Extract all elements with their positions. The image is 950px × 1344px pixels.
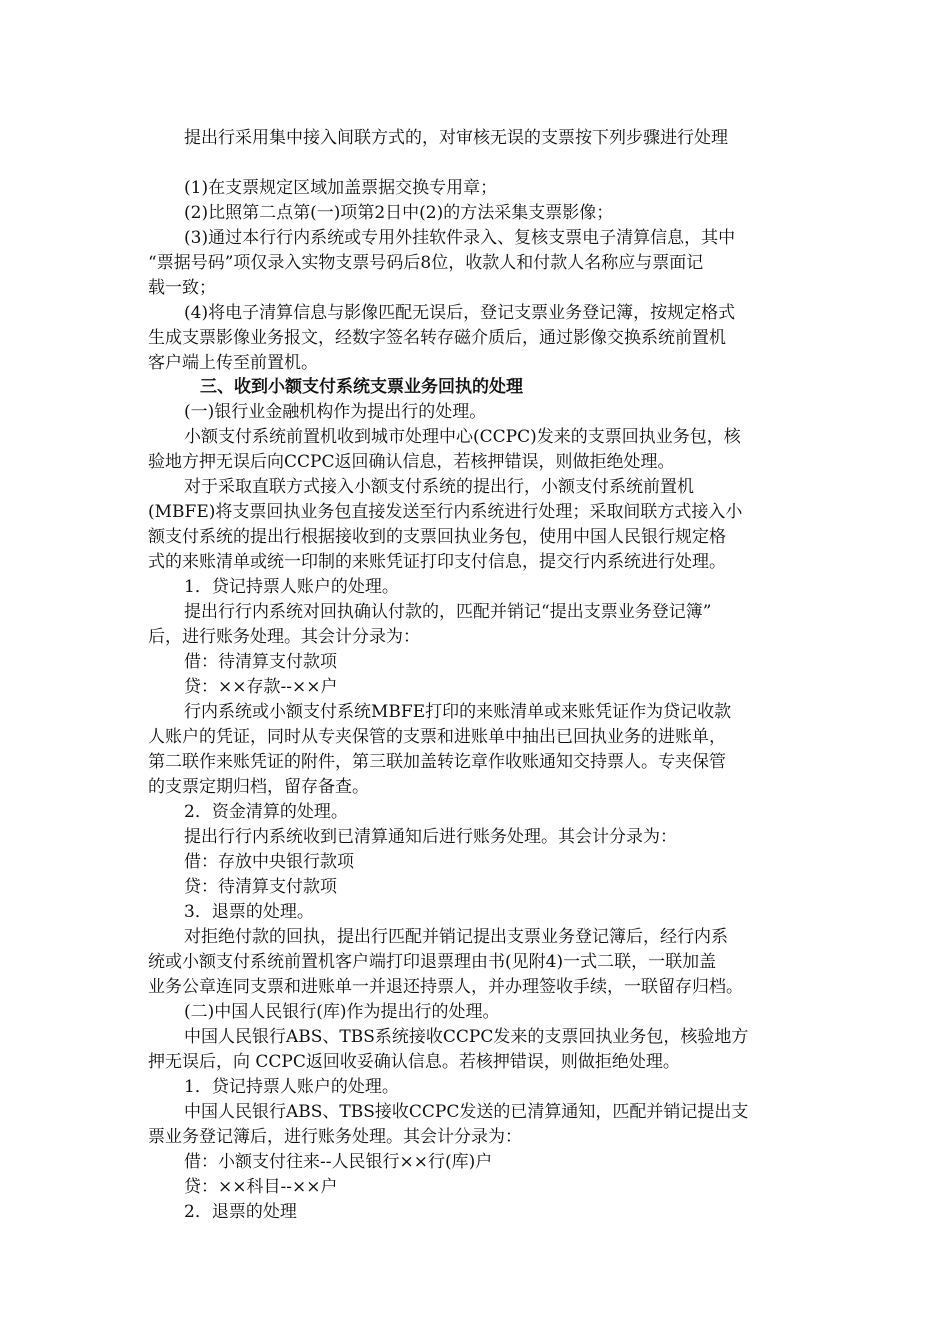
paragraph-line: 贷：××科目--××户 (184, 1177, 338, 1197)
paragraph-line: (3)通过本行行内系统或专用外挂软件录入、复核支票电子清算信息，其中 (184, 228, 736, 248)
paragraph-line: “票据号码”项仅录入实物支票号码后8位，收款人和付款人名称应与票面记 (148, 253, 704, 273)
paragraph-line: 借：存放中央银行款项 (184, 852, 354, 872)
paragraph-line: 提出行采用集中接入间联方式的，对审核无误的支票按下列步骤进行处理 (184, 128, 728, 148)
paragraph-line: 客户端上传至前置机。 (148, 353, 318, 373)
paragraph-line: 载一致； (148, 278, 216, 298)
paragraph-line: 贷：待清算支付款项 (184, 877, 337, 897)
paragraph-line: (MBFE)将支票回执业务包直接发送至行内系统进行处理；采取间联方式接入小 (148, 502, 743, 522)
paragraph-line: 额支付系统的提出行根据接收到的支票回执业务包，使用中国人民银行规定格 (148, 527, 726, 547)
paragraph-line: 借：待清算支付款项 (184, 652, 337, 672)
section-heading: 三、收到小额支付系统支票业务回执的处理 (200, 377, 523, 397)
paragraph-line: 验地方押无误后向CCPC返回确认信息，若核押错误，则做拒绝处理。 (148, 452, 675, 472)
paragraph-line: 提出行行内系统对回执确认付款的，匹配并销记“提出支票业务登记簿” (184, 602, 712, 622)
paragraph-line: 中国人民银行ABS、TBS系统接收CCPC发来的支票回执业务包，核验地方 (184, 1027, 749, 1047)
paragraph-line: 对拒绝付款的回执，提出行匹配并销记提出支票业务登记簿后，经行内系 (184, 927, 728, 947)
paragraph-line: 的支票定期归档，留存备查。 (148, 777, 369, 797)
paragraph-line: 式的来账清单或统一印制的来账凭证打印支付信息，提交行内系统进行处理。 (148, 552, 726, 572)
paragraph-line: 小额支付系统前置机收到城市处理中心(CCPC)发来的支票回执业务包，核 (184, 427, 741, 447)
paragraph-line: 1．贷记持票人账户的处理。 (184, 1077, 399, 1097)
paragraph-line: 中国人民银行ABS、TBS接收CCPC发送的已清算通知，匹配并销记提出支 (184, 1102, 749, 1122)
paragraph-line: 对于采取直联方式接入小额支付系统的提出行，小额支付系统前置机 (184, 477, 694, 497)
paragraph-line: (4)将电子清算信息与影像匹配无误后，登记支票业务登记簿，按规定格式 (184, 303, 736, 323)
paragraph-line: (一)银行业金融机构作为提出行的处理。 (184, 402, 487, 422)
paragraph-line: 业务公章连同支票和进账单一并退还持票人，并办理签收手续，一联留存归档。 (148, 977, 743, 997)
paragraph-line: 2．资金清算的处理。 (184, 802, 348, 822)
paragraph-line: (1)在支票规定区域加盖票据交换专用章； (184, 178, 498, 198)
paragraph-line: 人账户的凭证，同时从专夹保管的支票和进账单中抽出已回执业务的进账单， (148, 727, 726, 747)
paragraph-line: 生成支票影像业务报文，经数字签名转存磁介质后，通过影像交换系统前置机 (148, 328, 726, 348)
paragraph-line: 票业务登记簿后，进行账务处理。其会计分录为： (148, 1127, 522, 1147)
paragraph-line: 行内系统或小额支付系统MBFE打印的来账清单或来账凭证作为贷记收款 (184, 702, 732, 722)
paragraph-line: 贷：××存款--××户 (184, 677, 338, 697)
paragraph-line: (2)比照第二点第(一)项第2日中(2)的方法采集支票影像； (184, 203, 614, 223)
paragraph-line: 3．退票的处理。 (184, 902, 314, 922)
paragraph-line: 2．退票的处理 (184, 1202, 297, 1222)
paragraph-line: 后，进行账务处理。其会计分录为： (148, 627, 420, 647)
paragraph-line: 押无误后，向 CCPC返回收妥确认信息。若核押错误，则做拒绝处理。 (148, 1052, 680, 1072)
paragraph-line: 借：小额支付往来--人民银行××行(库)户 (184, 1152, 493, 1172)
paragraph-line: 1．贷记持票人账户的处理。 (184, 577, 399, 597)
paragraph-line: 提出行行内系统收到已清算通知后进行账务处理。其会计分录为： (184, 827, 677, 847)
paragraph-line: (二)中国人民银行(库)作为提出行的处理。 (184, 1002, 500, 1022)
paragraph-line: 第二联作来账凭证的附件，第三联加盖转讫章作收账通知交持票人。专夹保管 (148, 752, 726, 772)
paragraph-line: 统或小额支付系统前置机客户端打印退票理由书(见附4)一式二联，一联加盖 (148, 952, 717, 972)
